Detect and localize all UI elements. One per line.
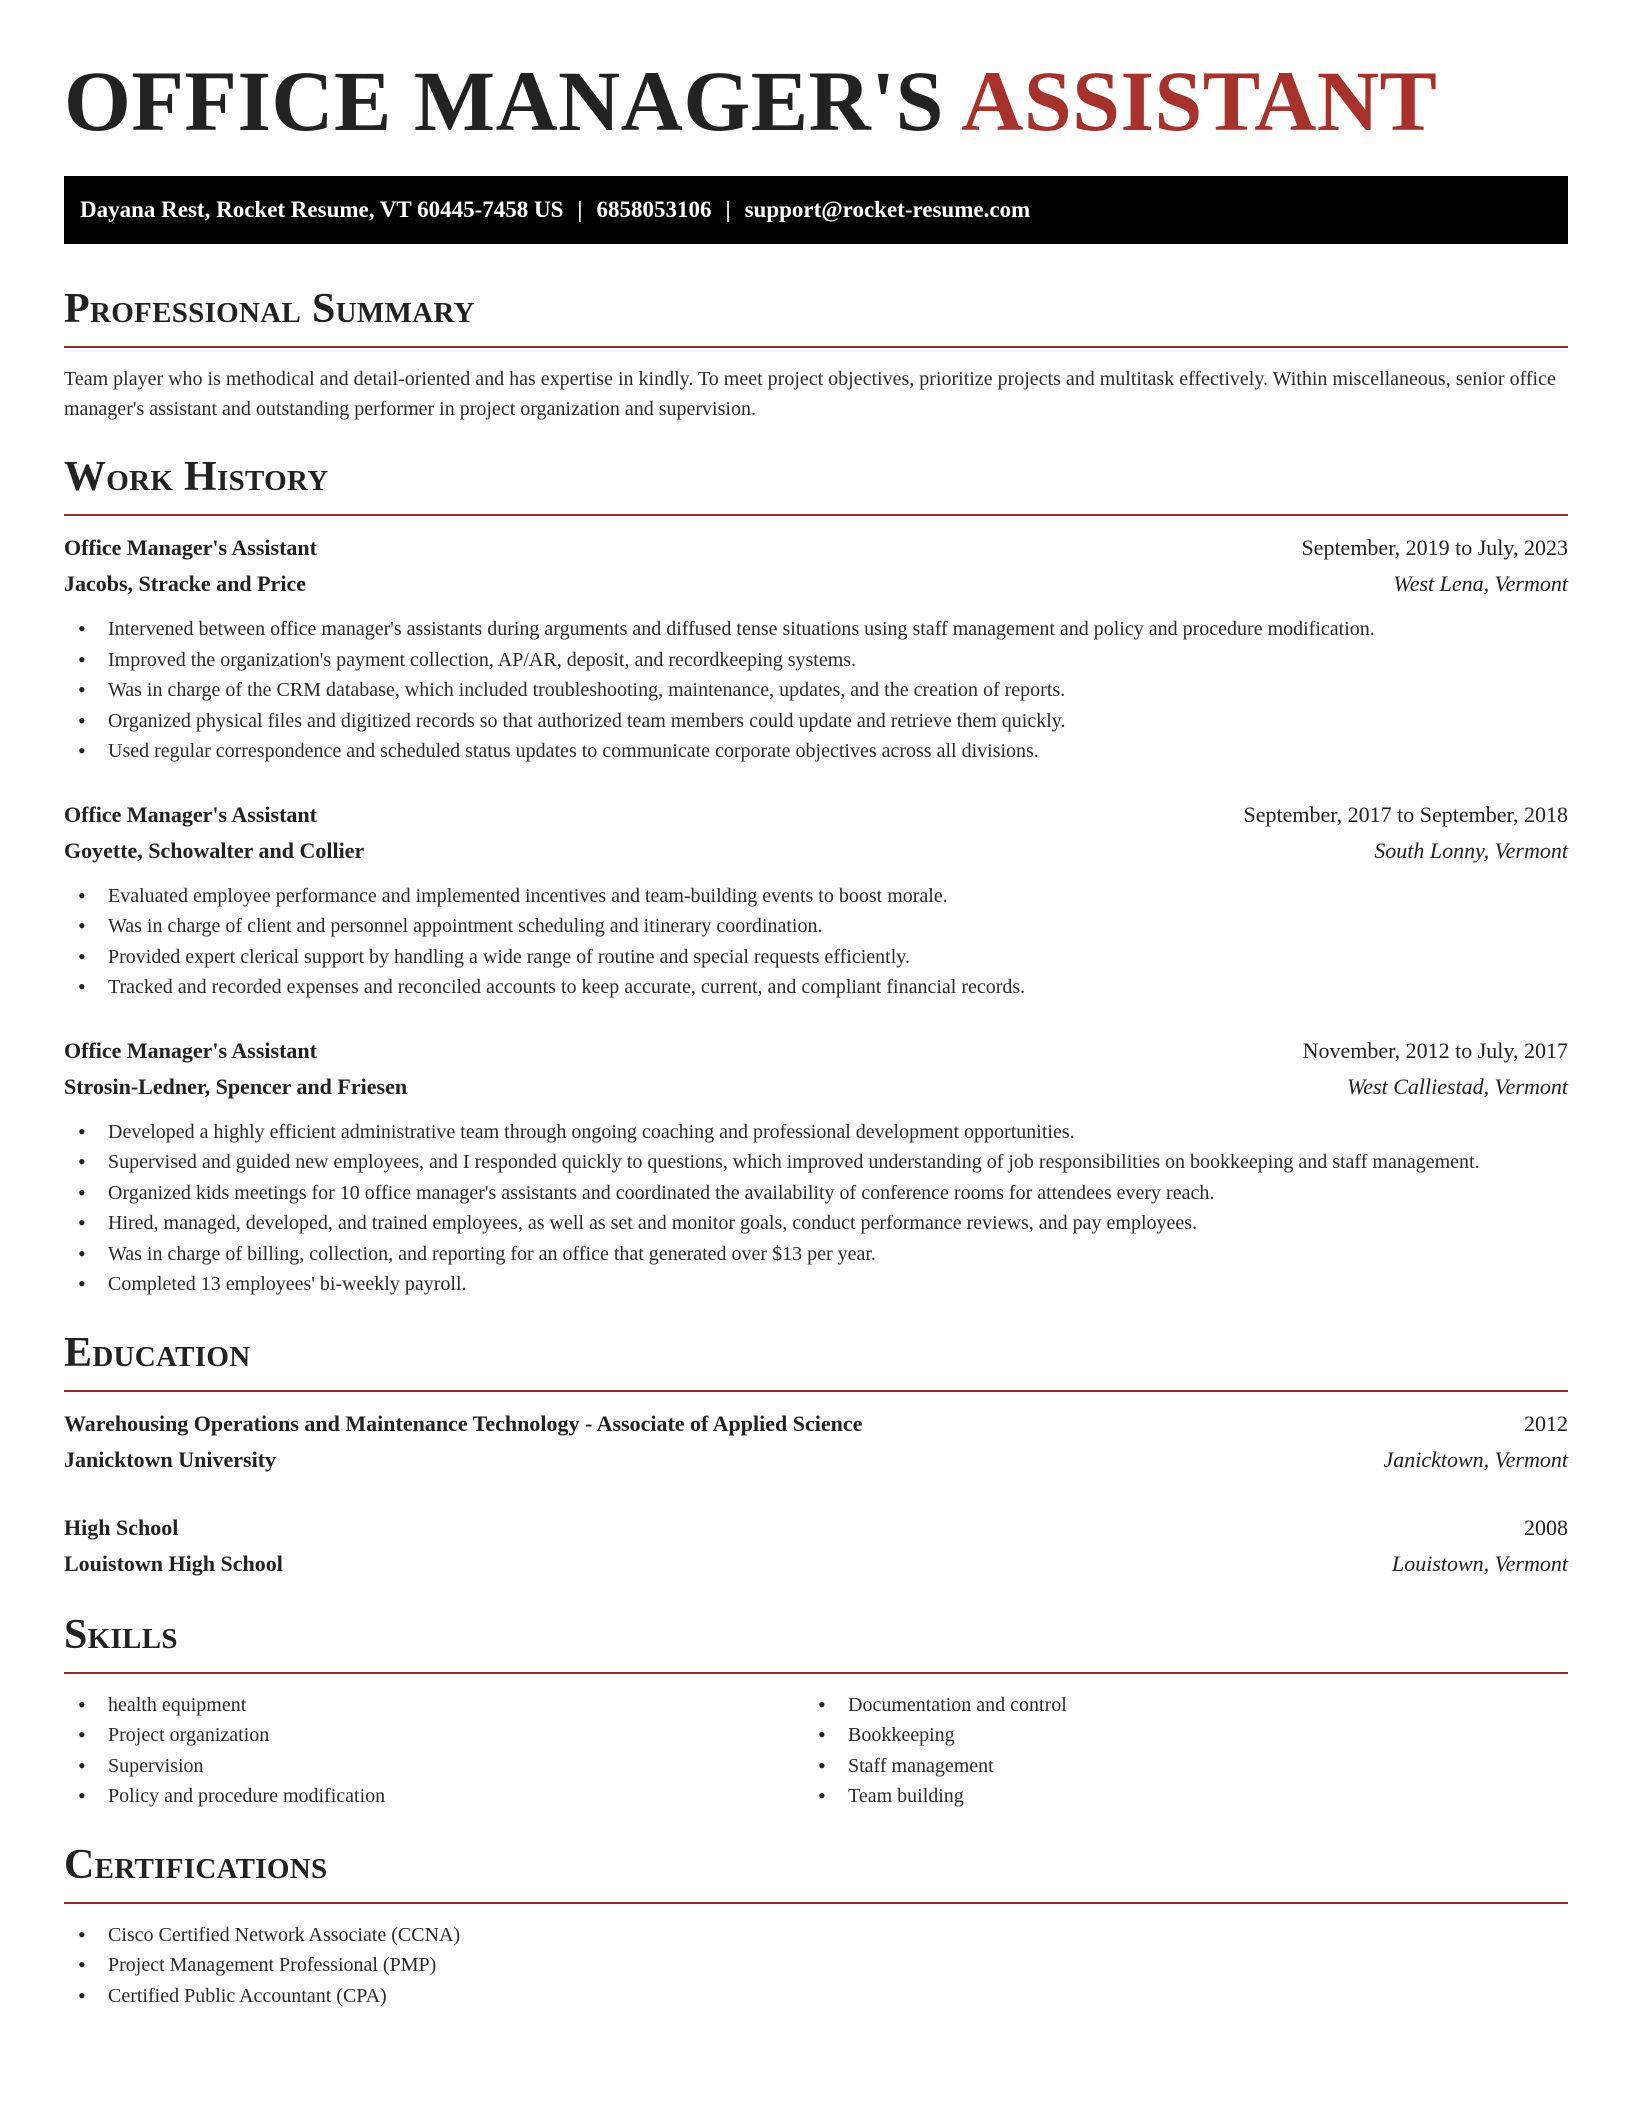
contact-bar xyxy=(64,176,1568,244)
summary-text: Team player who is methodical and detail-oriented and has expertise in kindly. To meet project objectives, prioritize projects and multitask effectively. Within miscellaneous, senior office manager's assistant and outstanding performer in project organization and supervision. xyxy=(64,368,1556,420)
education-school: Janicktown University xyxy=(64,1446,277,1472)
list-item: • Documentation and control xyxy=(804,1690,1544,1721)
education-degree: Warehousing Operations and Maintenance Technology - Associate of Applied Science xyxy=(64,1410,863,1436)
job-title: Office Manager's Assistant xyxy=(64,1037,317,1063)
job-company-row xyxy=(64,833,1568,869)
education-entry xyxy=(64,1406,1568,1478)
list-item: • Provided expert clerical support by handling a wide range of routine and special requests efficiently. xyxy=(64,942,1568,973)
education-section xyxy=(64,1328,1568,1582)
list-item: • Supervision xyxy=(64,1751,804,1782)
title-part-2: ASSISTANT xyxy=(961,53,1438,149)
job-bullets xyxy=(64,881,1568,1003)
list-item: • Was in charge of the CRM database, which included troubleshooting, maintenance, updates, and the creation of reports. xyxy=(64,675,1568,706)
education-entry xyxy=(64,1510,1568,1582)
education-school-row xyxy=(64,1546,1568,1582)
contact-separator: | xyxy=(725,197,731,222)
contact-address: Dayana Rest, Rocket Resume, VT 60445-7458 US xyxy=(80,197,564,222)
list-item: • Tracked and recorded expenses and reconciled accounts to keep accurate, current, and compliant financial records. xyxy=(64,972,1568,1003)
job-location: West Calliestad, Vermont xyxy=(1346,1073,1568,1099)
certifications-list xyxy=(64,1920,1568,2012)
certifications-section xyxy=(64,1840,1568,2012)
section-heading-skills: Skills xyxy=(64,1611,178,1658)
section-divider xyxy=(64,514,1568,516)
list-item: • Completed 13 employees' bi-weekly payroll. xyxy=(64,1269,1568,1300)
contact-email: support@rocket-resume.com xyxy=(744,197,1031,222)
list-item: • Intervened between office manager's assistants during arguments and diffused tense situations using staff management and policy and procedure modification. xyxy=(64,614,1568,645)
summary-section xyxy=(64,284,1568,424)
contact-separator: | xyxy=(577,197,583,222)
job-entry xyxy=(64,530,1568,767)
list-item: • Organized physical files and digitized records so that authorized team members could update and retrieve them quickly. xyxy=(64,706,1568,737)
education-location: Louistown, Vermont xyxy=(1391,1550,1568,1576)
job-dates: September, 2017 to September, 2018 xyxy=(1243,801,1568,827)
education-degree: High School xyxy=(64,1514,179,1540)
job-company: Strosin-Ledner, Spencer and Friesen xyxy=(64,1073,408,1099)
skills-list-left xyxy=(64,1690,804,1812)
work-history-section xyxy=(64,452,1568,1300)
contact-phone: 6858053106 xyxy=(596,197,712,222)
section-heading-education: Education xyxy=(64,1329,251,1376)
section-heading-certifications: Certifications xyxy=(64,1841,328,1888)
list-item: • Improved the organization's payment collection, AP/AR, deposit, and recordkeeping systems. xyxy=(64,645,1568,676)
list-item: • Team building xyxy=(804,1781,1544,1812)
list-item: • health equipment xyxy=(64,1690,804,1721)
job-dates: November, 2012 to July, 2017 xyxy=(1302,1037,1568,1063)
education-year: 2008 xyxy=(1524,1514,1568,1540)
education-header-row xyxy=(64,1406,1568,1442)
job-company-row xyxy=(64,1069,1568,1105)
section-divider xyxy=(64,1672,1568,1674)
education-year: 2012 xyxy=(1524,1410,1568,1436)
list-item: • Developed a highly efficient administrative team through ongoing coaching and professional development opportunities. xyxy=(64,1117,1568,1148)
job-entry xyxy=(64,797,1568,1003)
skills-grid xyxy=(64,1690,1568,1812)
list-item: • Was in charge of client and personnel appointment scheduling and itinerary coordination. xyxy=(64,911,1568,942)
list-item: • Bookkeeping xyxy=(804,1720,1544,1751)
list-item: • Hired, managed, developed, and trained employees, as well as set and monitor goals, conduct performance reviews, and pay employees. xyxy=(64,1208,1568,1239)
job-location: South Lonny, Vermont xyxy=(1374,837,1568,863)
education-location: Janicktown, Vermont xyxy=(1383,1446,1568,1472)
job-location: West Lena, Vermont xyxy=(1393,571,1568,596)
list-item: • Project Management Professional (PMP) xyxy=(64,1950,1568,1981)
resume-page xyxy=(64,0,1568,2011)
list-item: • Staff management xyxy=(804,1751,1544,1782)
job-header-row xyxy=(64,530,1568,566)
job-header-row xyxy=(64,1033,1568,1069)
list-item: • Certified Public Accountant (CPA) xyxy=(64,1981,1568,2012)
job-company: Goyette, Schowalter and Collier xyxy=(64,837,365,863)
section-divider xyxy=(64,346,1568,348)
job-header-row xyxy=(64,797,1568,833)
section-divider xyxy=(64,1902,1568,1904)
education-header-row xyxy=(64,1510,1568,1546)
list-item: • Policy and procedure modification xyxy=(64,1781,804,1812)
list-item: • Organized kids meetings for 10 office manager's assistants and coordinated the availability of conference rooms for attendees every reach. xyxy=(64,1178,1568,1209)
job-company: Jacobs, Stracke and Price xyxy=(64,571,306,596)
skills-list-right xyxy=(804,1690,1544,1812)
job-dates: September, 2019 to July, 2023 xyxy=(1301,535,1568,560)
education-school: Louistown High School xyxy=(64,1550,283,1576)
job-bullets xyxy=(64,614,1568,767)
resume-title xyxy=(64,53,1568,149)
list-item: • Used regular correspondence and scheduled status updates to communicate corporate objectives across all divisions. xyxy=(64,736,1568,767)
list-item: • Supervised and guided new employees, and I responded quickly to questions, which improved understanding of job responsibilities on bookkeeping and staff management. xyxy=(64,1147,1568,1178)
title-part-1: OFFICE MANAGER'S xyxy=(64,53,944,149)
list-item: • Was in charge of billing, collection, and reporting for an office that generated over $13 per year. xyxy=(64,1239,1568,1270)
job-bullets xyxy=(64,1117,1568,1300)
education-school-row xyxy=(64,1442,1568,1478)
job-title: Office Manager's Assistant xyxy=(64,801,317,827)
job-entry xyxy=(64,1033,1568,1300)
list-item: • Evaluated employee performance and implemented incentives and team-building events to boost morale. xyxy=(64,881,1568,912)
section-heading-work-history: Work History xyxy=(64,454,329,500)
skills-section xyxy=(64,1610,1568,1812)
section-divider xyxy=(64,1390,1568,1392)
list-item: • Project organization xyxy=(64,1720,804,1751)
job-company-row xyxy=(64,566,1568,602)
job-title: Office Manager's Assistant xyxy=(64,535,317,560)
section-heading-summary: Professional Summary xyxy=(64,286,475,332)
list-item: • Cisco Certified Network Associate (CCNA) xyxy=(64,1920,1568,1951)
